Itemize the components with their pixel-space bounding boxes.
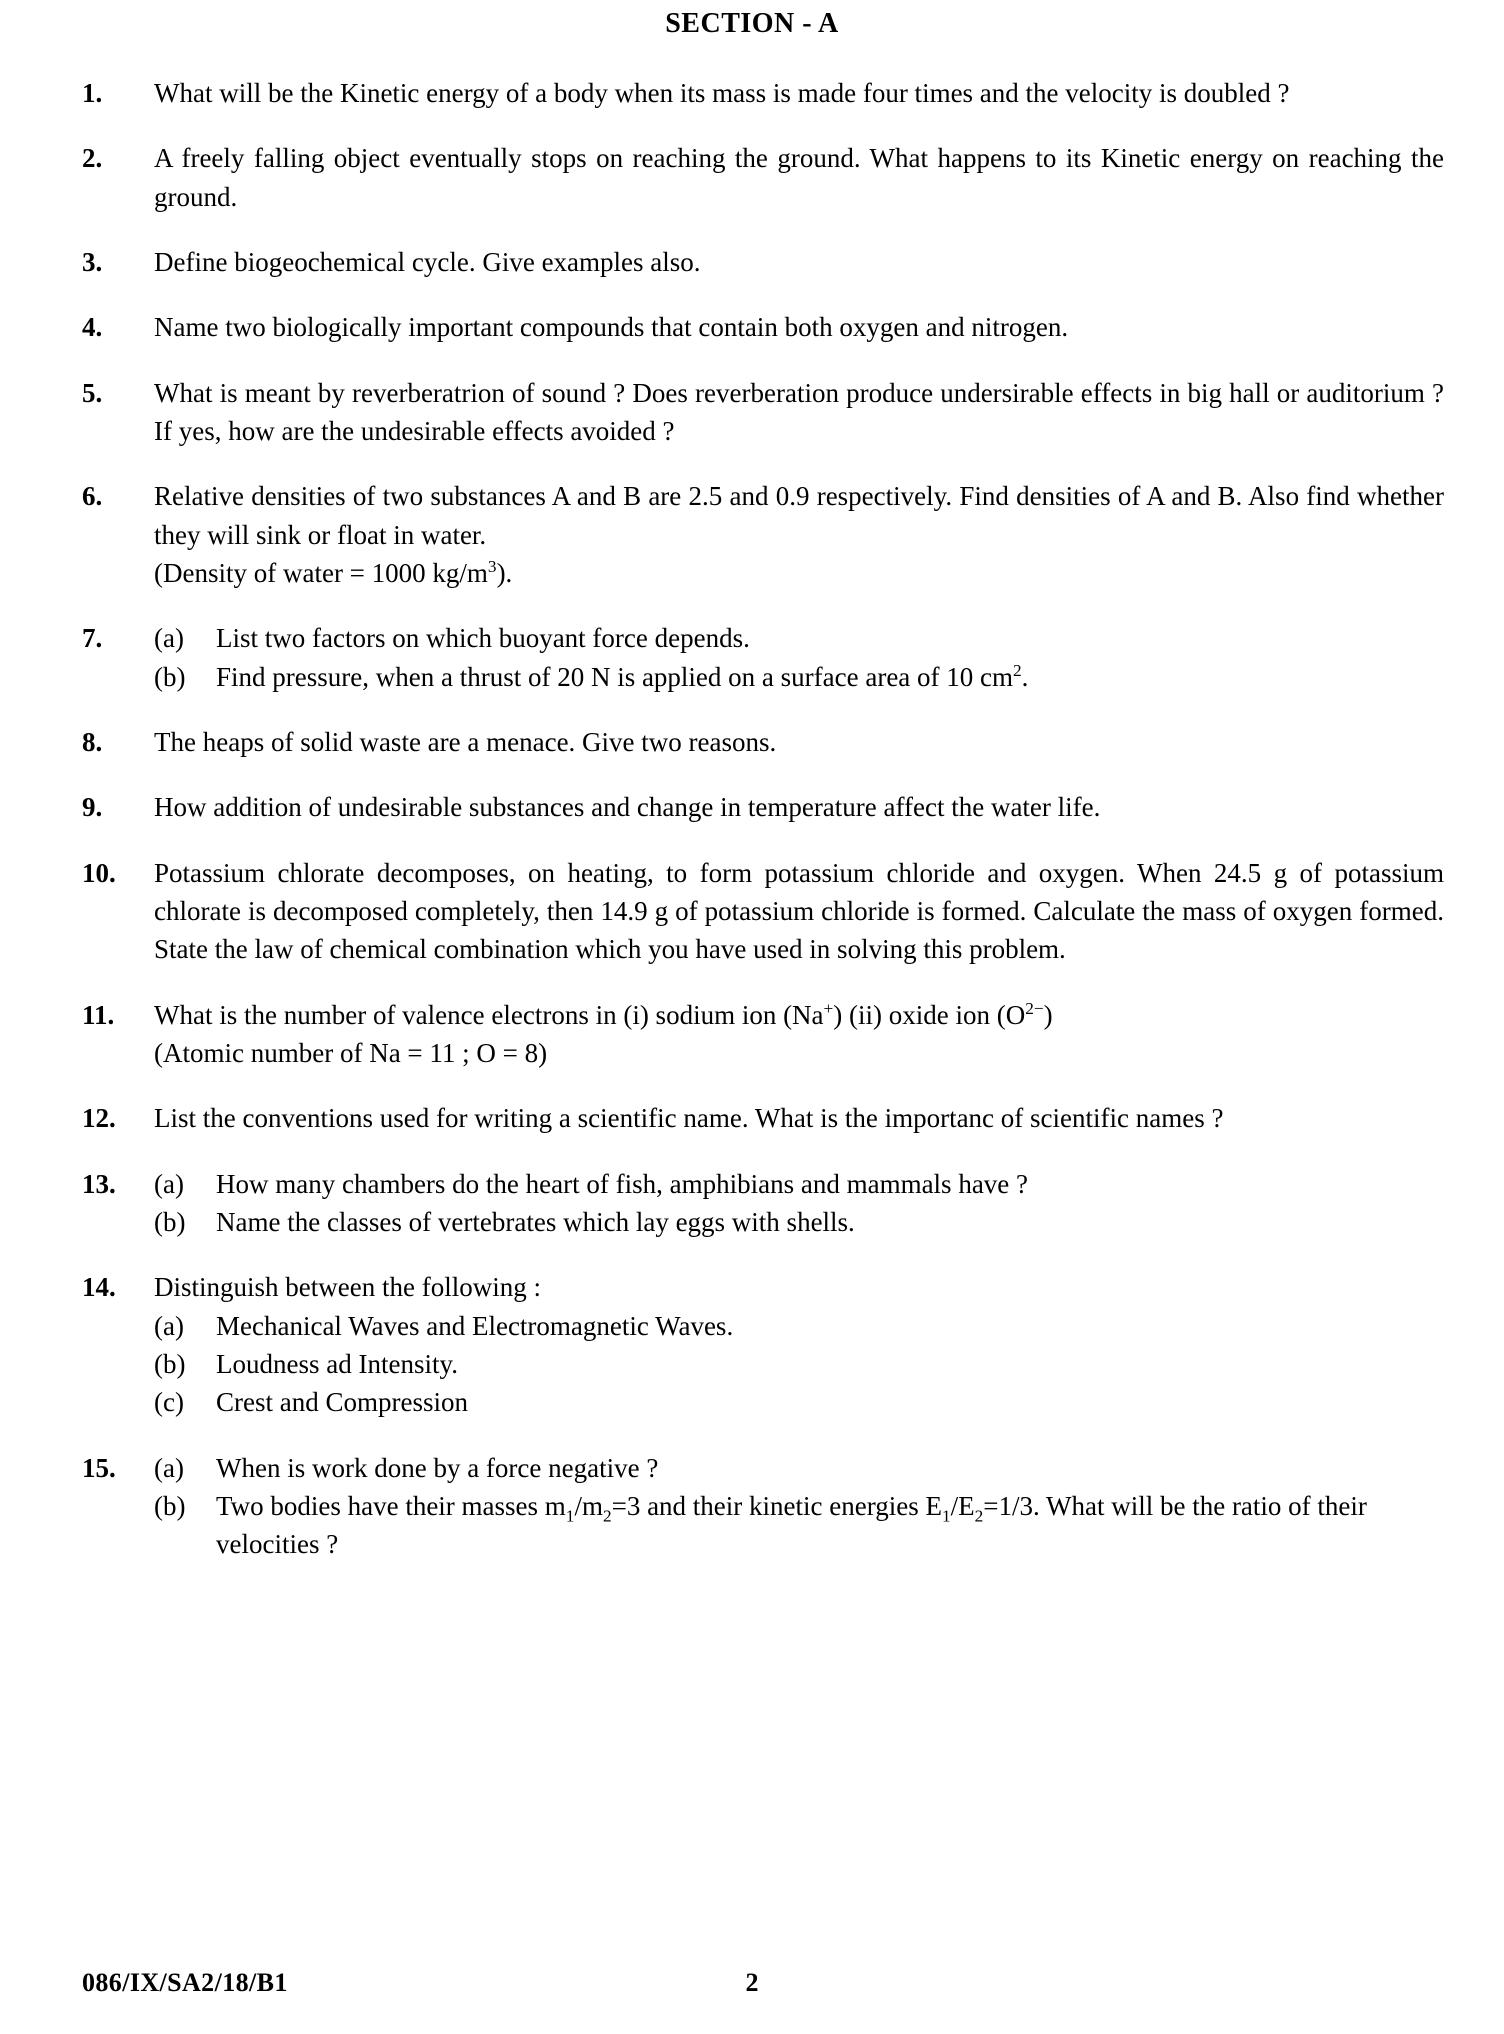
subpart-b xyxy=(154,1487,1444,1564)
subpart-text-line-2: What will be the ratio of their velocities ? xyxy=(216,1490,1367,1560)
subpart-text: List two factors on which buoyant force depends. xyxy=(216,623,750,654)
subpart-b xyxy=(154,1345,1444,1383)
question-text xyxy=(154,854,1444,969)
formula-superscript: 3 xyxy=(487,556,497,576)
formula-suffix: ). xyxy=(496,557,513,588)
energy-subscript-2: 2 xyxy=(974,1506,984,1526)
question-text xyxy=(154,477,1444,592)
valence-text-middle: ) (ii) oxide ion (O xyxy=(833,999,1026,1030)
question-item-12 xyxy=(82,1099,1444,1137)
subpart-a xyxy=(154,1449,1444,1487)
mass-subscript-2: 2 xyxy=(602,1506,612,1526)
question-item-9 xyxy=(82,788,1444,826)
question-text xyxy=(154,74,1444,112)
question-text-line xyxy=(154,996,1444,1034)
subpart-text: Crest and Compression xyxy=(216,1387,468,1418)
question-formula-line xyxy=(154,554,1444,592)
question-number: 11. xyxy=(82,999,115,1030)
subpart-label: (a) xyxy=(154,1168,184,1199)
sodium-ion-charge-superscript: + xyxy=(823,998,834,1018)
question-number: 12. xyxy=(82,1103,116,1134)
energy-subscript-1: 1 xyxy=(941,1506,951,1526)
question-text xyxy=(154,1449,1444,1564)
question-text xyxy=(154,1165,1444,1242)
section-heading: SECTION - A xyxy=(665,8,839,39)
subpart-a xyxy=(154,619,1444,657)
question-text-line: A freely falling object eventually stops on reaching the ground. What happens to its Kinetic energy on reaching the ground. xyxy=(154,143,1444,212)
math-prefix: Two bodies have their masses m xyxy=(216,1490,566,1521)
question-text xyxy=(154,1099,1444,1137)
question-item-7 xyxy=(82,619,1444,696)
question-list xyxy=(0,74,1504,1564)
subpart-label: (b) xyxy=(154,1206,186,1237)
question-item-14 xyxy=(82,1268,1444,1421)
question-text xyxy=(154,788,1444,826)
subpart-text: Loudness ad Intensity. xyxy=(216,1348,458,1379)
question-number: 5. xyxy=(82,377,103,408)
question-number: 4. xyxy=(82,312,103,343)
subpart-label: (b) xyxy=(154,1348,186,1379)
question-text xyxy=(154,243,1444,281)
question-number: 1. xyxy=(82,78,103,108)
question-text-line: Relative densities of two substances A and B are 2.5 and 0.9 respectively. Find densities of A and B. Also find whether they will sink or float in water. xyxy=(154,481,1444,550)
subpart-b xyxy=(154,1203,1444,1241)
question-text xyxy=(154,723,1444,761)
question-text-line: Potassium chlorate decomposes, on heating, to form potassium chloride and oxygen. When 24.5 g of potassium chlorate is decomposed completely, then 14.9 g of potassium chloride is formed. Calculate the mass of oxygen formed. State the law of chemical combination which you have used in solving this problem. xyxy=(154,857,1444,965)
math-suffix: =1/3. xyxy=(983,1490,1040,1521)
question-text xyxy=(154,139,1444,216)
atomic-number-line: (Atomic number of Na = 11 ; O = 8) xyxy=(154,1037,548,1068)
question-number: 15. xyxy=(82,1452,116,1483)
question-text-line: How addition of undesirable substances and change in temperature affect the water life. xyxy=(154,792,1101,823)
subpart-text xyxy=(216,658,1444,696)
page-number: 2 xyxy=(745,1968,759,1997)
subpart-label: (b) xyxy=(154,1490,186,1521)
subpart-label: (a) xyxy=(154,1310,184,1341)
question-item-3 xyxy=(82,243,1444,281)
question-text-line: What will be the Kinetic energy of a body when its mass is made four times and the velocity is doubled ? xyxy=(154,78,1290,108)
question-number: 7. xyxy=(82,623,103,654)
question-item-11 xyxy=(82,996,1444,1073)
question-text xyxy=(154,308,1444,346)
area-unit-superscript: 2 xyxy=(1013,660,1022,680)
subpart-text: Name the classes of vertebrates which lay eggs with shells. xyxy=(216,1206,855,1237)
subpart-text xyxy=(216,1487,1444,1564)
paper-code: 086/IX/SA2/18/B1 xyxy=(82,1968,288,1997)
question-text xyxy=(154,1268,1444,1421)
page-footer xyxy=(0,1968,1504,1998)
question-item-5 xyxy=(82,374,1444,451)
question-item-13 xyxy=(82,1165,1444,1242)
math-middle-1: /m xyxy=(574,1490,603,1521)
question-text xyxy=(154,996,1444,1073)
subpart-text: When is work done by a force negative ? xyxy=(216,1452,659,1483)
subpart-text-prefix: Find pressure, when a thrust of 20 N is applied on a surface area of 10 cm xyxy=(216,661,1014,692)
question-text-line: List the conventions used for writing a scientific name. What is the importanc of scientific names ? xyxy=(154,1103,1224,1134)
question-text-line: Define biogeochemical cycle. Give examples also. xyxy=(154,246,701,277)
subpart-text: Mechanical Waves and Electromagnetic Waves. xyxy=(216,1310,734,1341)
subpart-label: (a) xyxy=(154,623,184,654)
question-number: 10. xyxy=(82,857,116,888)
question-item-2 xyxy=(82,139,1444,216)
question-text xyxy=(154,374,1444,451)
question-item-8 xyxy=(82,723,1444,761)
subpart-text: How many chambers do the heart of fish, amphibians and mammals have ? xyxy=(216,1168,1029,1199)
subpart-label: (a) xyxy=(154,1452,184,1483)
question-number: 9. xyxy=(82,792,103,823)
math-middle-2: =3 and their kinetic energies E xyxy=(611,1490,942,1521)
question-text xyxy=(154,619,1444,696)
question-text-line: The heaps of solid waste are a menace. Give two reasons. xyxy=(154,726,777,757)
mass-subscript-1: 1 xyxy=(565,1506,575,1526)
question-number: 6. xyxy=(82,481,103,512)
subpart-b xyxy=(154,658,1444,696)
subpart-a xyxy=(154,1165,1444,1203)
formula-prefix: (Density of water = 1000 kg/m xyxy=(154,557,488,588)
question-intro-line: Distinguish between the following : xyxy=(154,1272,541,1303)
question-text-line: Name two biologically important compounds that contain both oxygen and nitrogen. xyxy=(154,312,1069,343)
valence-text-prefix: What is the number of valence electrons in (i) sodium ion (Na xyxy=(154,999,824,1030)
question-number: 8. xyxy=(82,726,103,757)
question-number: 13. xyxy=(82,1168,116,1199)
math-middle-3: /E xyxy=(950,1490,975,1521)
question-item-1 xyxy=(82,74,1444,112)
subpart-a xyxy=(154,1307,1444,1345)
subpart-c xyxy=(154,1383,1444,1421)
question-number: 3. xyxy=(82,246,103,277)
subpart-text-suffix: . xyxy=(1021,661,1029,692)
subpart-label: (c) xyxy=(154,1387,184,1418)
question-number: 2. xyxy=(82,143,103,174)
subpart-label: (b) xyxy=(154,661,186,692)
question-item-10 xyxy=(82,854,1444,969)
question-item-15 xyxy=(82,1449,1444,1564)
question-item-6 xyxy=(82,477,1444,592)
question-text-line: What is meant by reverberatrion of sound ? Does reverberation produce undersirable effects in big hall or auditorium ? If yes, how are the undesirable effects avoided ? xyxy=(154,377,1444,446)
oxide-ion-charge-superscript: 2− xyxy=(1025,998,1044,1018)
question-number: 14. xyxy=(82,1272,116,1303)
valence-text-suffix: ) xyxy=(1043,999,1053,1030)
question-item-4 xyxy=(82,308,1444,346)
